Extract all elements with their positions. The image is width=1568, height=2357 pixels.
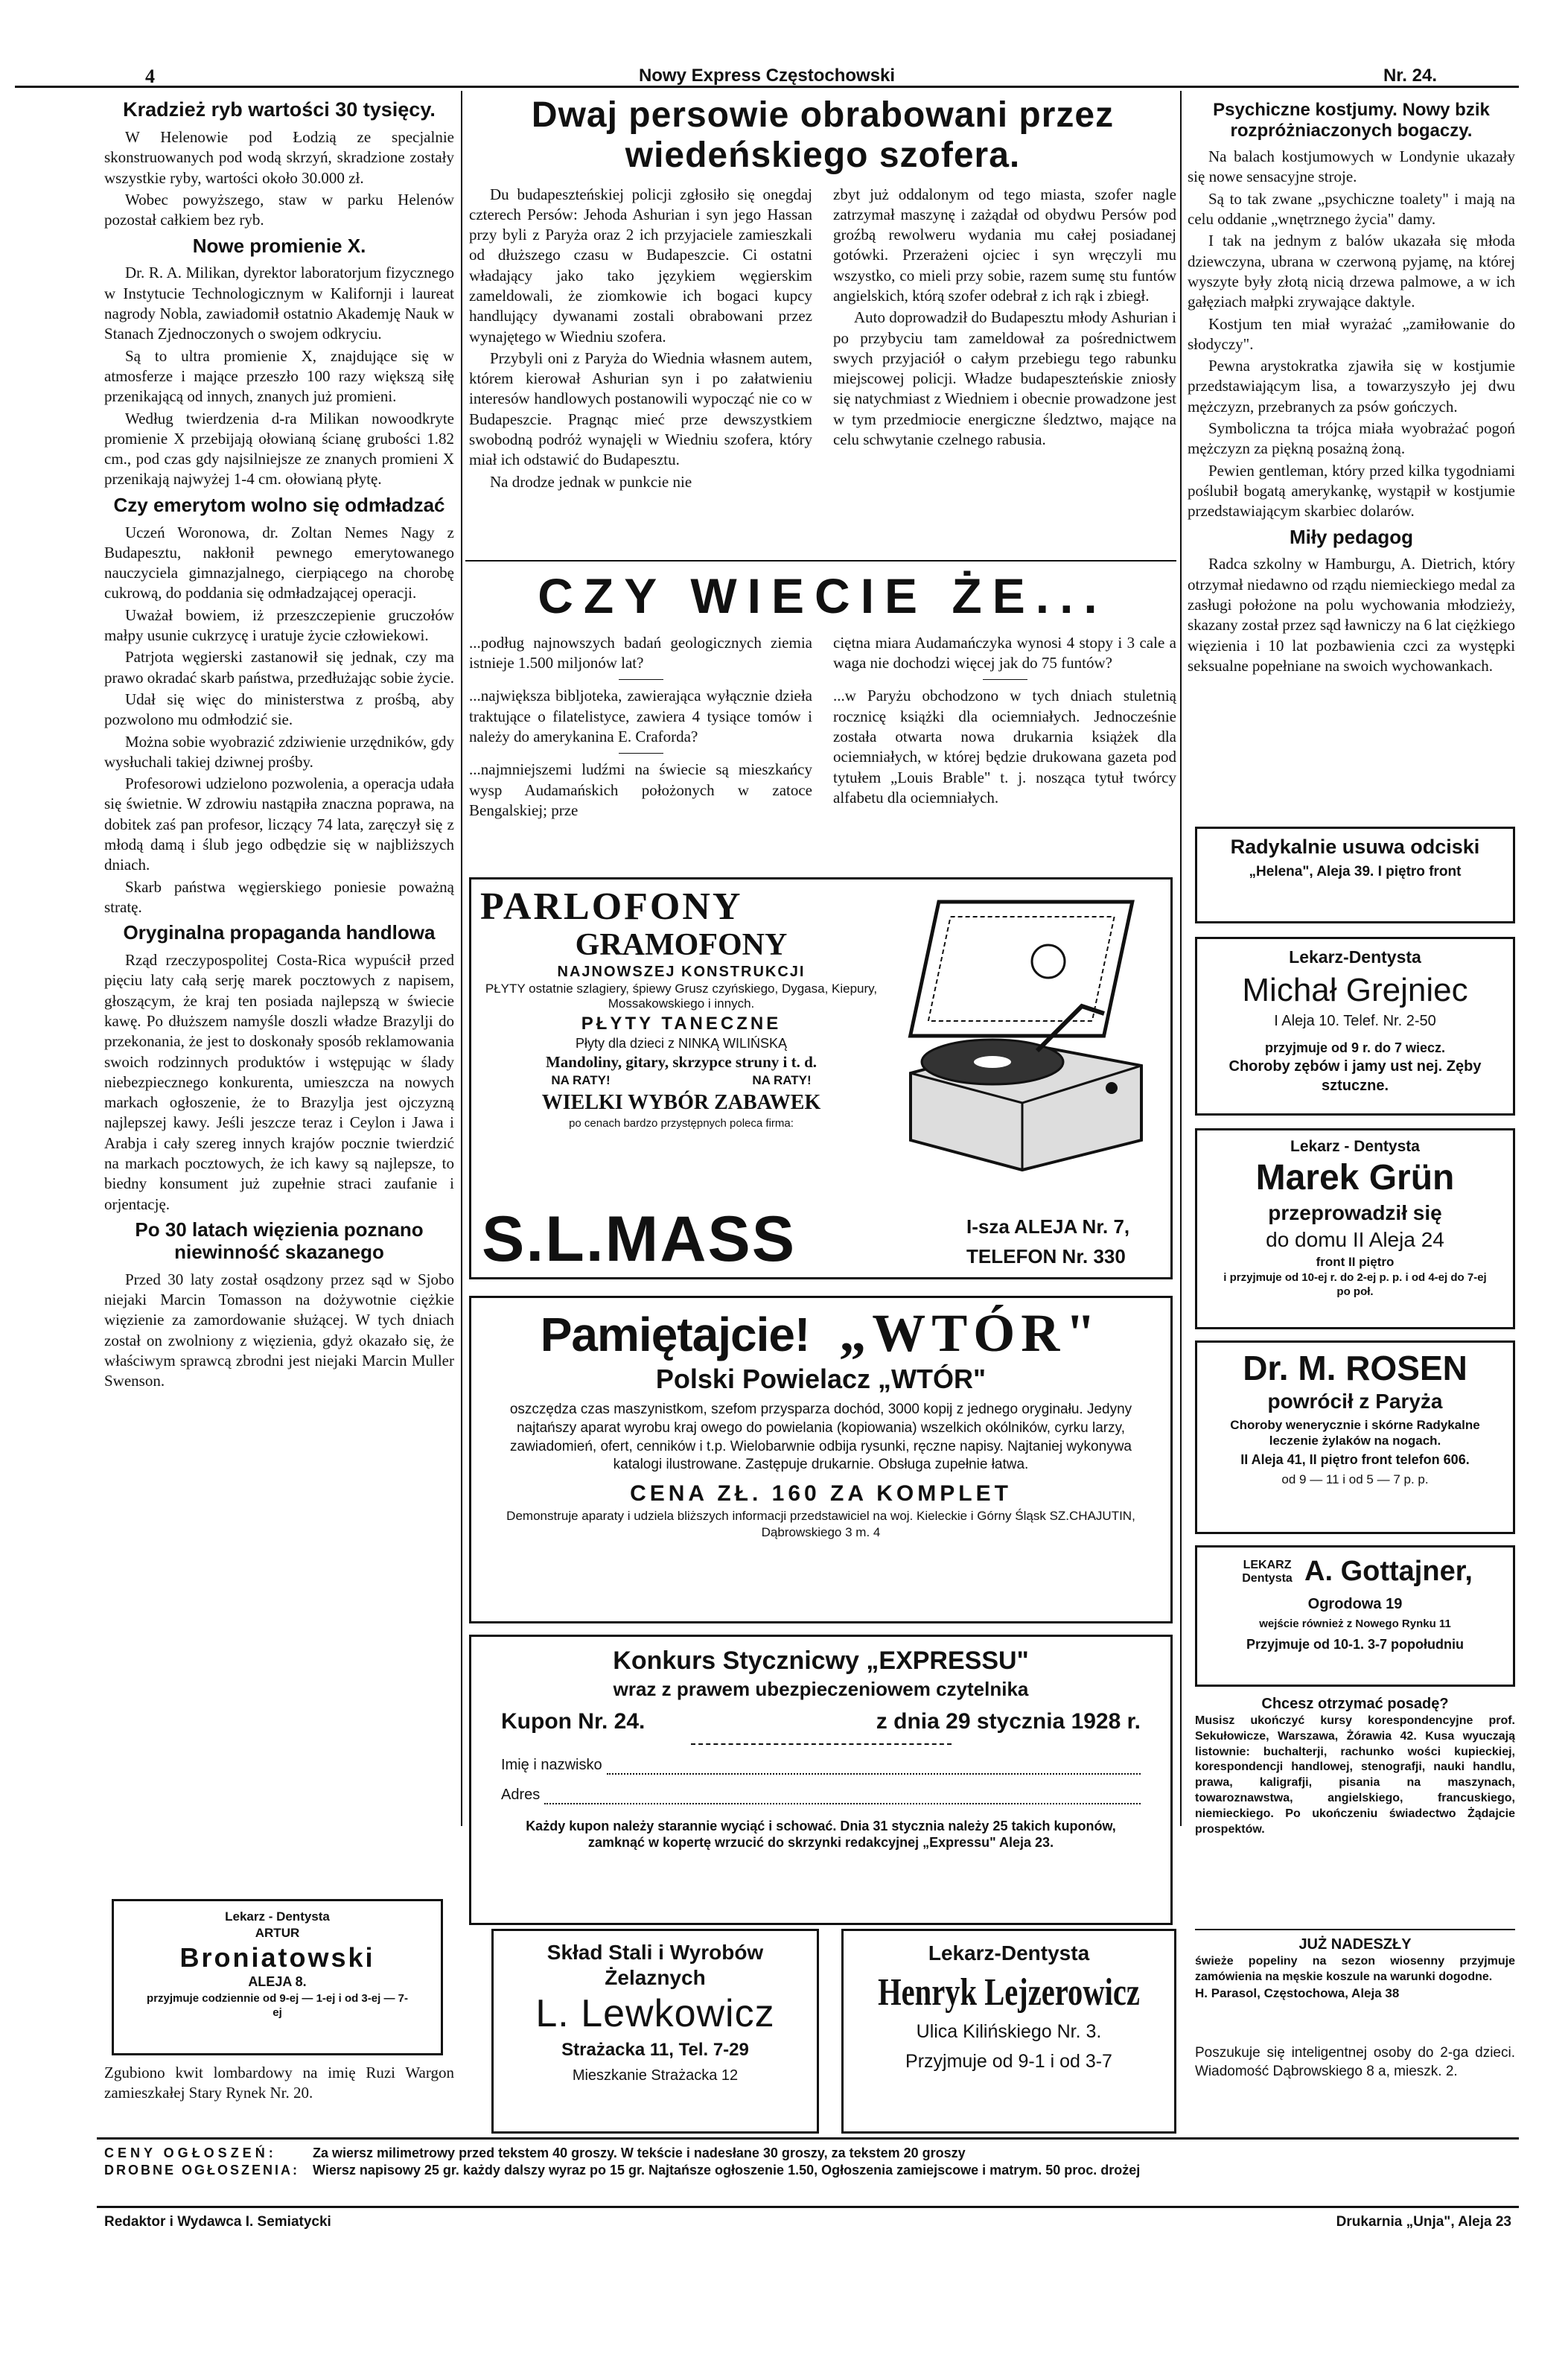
divider bbox=[465, 560, 1176, 562]
ad-line: i przyjmuje od 10-ej r. do 2-ej p. p. i od 4-ej do 7-ej po poł. bbox=[1223, 1270, 1487, 1299]
ad-company: S.L.MASS bbox=[482, 1203, 797, 1275]
prices-text: Za wiersz milimetrowy przed tekstem 40 groszy. W tekście i nadesłane 30 groszy, za tekstem 20 groszy bbox=[313, 2146, 966, 2160]
ad-name: Michał Grejniec bbox=[1242, 971, 1468, 1008]
ad-text: Poszukuje się inteligentnej osoby do 2-ga dzieci. Wiadomość Dąbrowskiego 8 a, mieszk. 2. bbox=[1195, 2045, 1515, 2079]
article-text: Można sobie wyobrazić zdziwienie urzędników, gdy wysłuchali takiej dziwnej prośby. bbox=[104, 732, 454, 771]
notice-text: Zgubiono kwit lombardowy na imię Ruzi Wargon zamieszkałej Stary Rynek Nr. 20. bbox=[104, 2064, 454, 2102]
article-text: Pewien gentleman, który przed kilka tygodniami poślubił bogatą amerykankę, wystąpił w kostjumie przedstawiającym skarbiec dolarów. bbox=[1188, 461, 1515, 521]
ad-name: Henryk Lejzerowicz bbox=[878, 1971, 1140, 2014]
article-title: Po 30 latach więzienia poznano niewinność skazanego bbox=[135, 1218, 424, 1263]
ad-broniatowski bbox=[112, 1899, 443, 2055]
ad-headline: Chcesz otrzymać posadę? bbox=[1261, 1696, 1449, 1712]
fact-text: ...największa bibljoteka, zawierająca wyłącznie dzieła traktujące o filatelistyce, zawiera 4 tysiące tomów i należy do amerykanina E. Craforda? bbox=[469, 687, 812, 745]
ad-line: I Aleja 10. Telef. Nr. 2-50 bbox=[1274, 1013, 1436, 1030]
ad-company: L. Lewkowicz bbox=[535, 1992, 775, 2036]
article-text: Symboliczna ta trójca miała wyobrażać pogoń mężczyzn za piękną posażną żoną. bbox=[1188, 419, 1515, 458]
article-text: Rząd rzeczypospolitej Costa-Rica wypuścił przed pięciu laty całą serję marek pocztowych z napisem, głoszącym, że kraj ten posiada najlepszą w świecie kawę. Po dłuższem namyśle doszli władze Brazylji do przekonania, że jest to doskonały sposób reklamowania swoich rodzinnych produktów i wstępując w ślady niebezpiecznego konkurenta, umieszcza na nowych markach ogłoszenie, że to Brazylja jest ojczyzną najlepszej kawy. Jeśli jeszcze teraz i Ceylon i Jawa i Arabja i cały szereg innych krajów pocznie twierdzić na markach pocztowych, że ich kawy są najlepsze, to biedny konsument już zupełnie straci zaufanie i orjentację. bbox=[104, 951, 454, 1213]
ad-text: Musisz ukończyć kursy korespondencyjne prof. Sekułowicze, Warszawa, Żórawia 42. Kusa wyuczają listownie: buchalterji, rachunko wości kupieckiej, korespondencji handlowej, stenografji, nauki handlu, prawa, kaligrafji, pisania na maszynach, towaroznawstwa, angielskiego, francuskiego, niemieckiego. Po ukończeniu świadectwo Żądajcie prospektów. bbox=[1195, 1714, 1515, 1836]
article-title: Kradzież ryb wartości 30 tysięcy. bbox=[123, 98, 436, 121]
ad-line: ALEJA 8. bbox=[248, 1974, 307, 1990]
printer-credit: Drukarnia „Unja", Aleja 23 bbox=[1336, 2214, 1511, 2230]
ad-text: świeże popeliny na sezon wiosenny przyjmuje zamówienia na męskie koszule na warunki dogodne. bbox=[1195, 1955, 1515, 1983]
article-title: Nowe promienie X. bbox=[192, 234, 366, 257]
fact-text: ...w Paryżu obchodzono w tych dniach stuletnią rocznicę książki dla ociemniałych. Jednocześnie została otwarta nowa drukarnia książek dla ociemniałych, w której będzie drukowana gazeta pod tytułem „Louis Brable" t. j. nosząca tytuł twórcy alfabetu dla ociemniałych. bbox=[833, 687, 1176, 807]
article-text: Profesorowi udzielono pozwolenia, a operacja udała się świetnie. W zdrowiu nastąpiła znaczna poprawa, na dobitek zaś pan profesor, liczący 74 lata, zaręczył się z młodą damą i ślub jego odbędzie się w najbliższych dniach. bbox=[104, 774, 454, 874]
ad-line: CENA ZŁ. 160 ZA KOMPLET bbox=[630, 1481, 1012, 1507]
ad-grejniec bbox=[1195, 937, 1515, 1116]
ad-line: NA RATY! bbox=[551, 1073, 611, 1088]
ad-line: Choroby wenerycznie i skórne Radykalne leczenie żylaków na nogach. bbox=[1230, 1418, 1480, 1448]
ad-line: po cenach bardzo przystępnych poleca firma: bbox=[569, 1116, 794, 1130]
coupon-date: z dnia 29 stycznia 1928 r. bbox=[876, 1708, 1141, 1734]
czy-wiecie-section bbox=[469, 564, 1176, 877]
ad-line: powrócił z Paryża bbox=[1267, 1389, 1443, 1413]
ad-line: od 9 — 11 i od 5 — 7 p. p. bbox=[1281, 1472, 1429, 1487]
article-text: Auto doprowadził do Budapesztu młody Ashurian i po przybyciu tam zameldował za pośrednictwem swych przyjaciół o całym przebiegu tego rabunku miejscowej policji. Władze budapeszteńskie zniosły się natychmiast z Wiedniem i obecnie prowadzone jest w tym przedmiocie energiczne śledztwo, mające na celu schwytanie czelnego rabusia. bbox=[833, 308, 1176, 449]
section-title: CZY WIECIE ŻE... bbox=[538, 568, 1108, 623]
article-persowie bbox=[469, 95, 1176, 557]
ad-helena bbox=[1195, 827, 1515, 923]
coupon-line: wraz z prawem ubezpieczeniowem czytelnika bbox=[613, 1678, 1029, 1701]
article-text: W Helenowie pod Łodzią ze specjalnie skonstruowanych pod wodą skrzyń, skradzione zostały wszystkie ryby, wartości około 30.000 zł. bbox=[104, 128, 454, 187]
ad-line: Strażacka 11, Tel. 7-29 bbox=[561, 2040, 749, 2061]
footer-rule bbox=[97, 2137, 1519, 2140]
ad-line: Przyjmuje od 10-1. 3-7 popołudniu bbox=[1246, 1636, 1465, 1652]
ad-lejzerowicz bbox=[841, 1929, 1176, 2134]
prices-text: Wiersz napisowy 25 gr. każdy dalszy wyraz po 15 gr. Najtańsze ogłoszenie 1.50, Ogłoszenia zamiejscowe i matrym. 50 proc. drożej bbox=[313, 2163, 1141, 2178]
ad-line: Choroby zębów i jamy ust nej. Zęby sztuczne. bbox=[1228, 1058, 1482, 1095]
ad-line: Mieszkanie Strażacka 12 bbox=[572, 2067, 739, 2084]
ad-line: wejście również z Nowego Rynku 11 bbox=[1259, 1618, 1451, 1631]
ad-line: Przyjmuje od 9-1 i od 3-7 bbox=[905, 2051, 1112, 2073]
page-header bbox=[15, 60, 1519, 88]
ad-line: front II piętro bbox=[1316, 1254, 1395, 1269]
name-label: Imię i nazwisko bbox=[501, 1756, 602, 1773]
issue-number: Nr. 24. bbox=[1383, 66, 1437, 86]
article-text: I tak na jednym z balów ukazała się młoda dziewczyna, ubrana w czerwoną pyjamę, na której wyszyte były złotą nicią drzewa palmowe, a w ich gałęziach małpki zrywające daktyle. bbox=[1188, 232, 1515, 311]
article-text: Patrjota węgierski zastanowił się jednak, czy ma prawo okradać skarb państwa, przedłużając sobie życie. bbox=[104, 648, 454, 687]
article-title: Oryginalna propaganda handlowa bbox=[123, 921, 436, 944]
ad-address: H. Parasol, Częstochowa, Aleja 38 bbox=[1195, 1985, 1400, 2000]
ad-headline: Pamiętajcie! bbox=[540, 1308, 810, 1361]
ad-line: WIELKI WYBÓR ZABAWEK bbox=[541, 1090, 821, 1114]
editor-credit: Redaktor i Wydawca I. Semiatycki bbox=[104, 2214, 331, 2230]
newspaper-title: Nowy Express Częstochowski bbox=[638, 66, 896, 86]
ad-line: Mandoliny, gitary, skrzypce struny i t. d. bbox=[545, 1053, 818, 1072]
ad-name: Broniatowski bbox=[179, 1942, 375, 1973]
ad-line: przyjmuje codziennie od 9-ej — 1-ej i od 3-ej — 7-ej bbox=[147, 1991, 408, 2020]
article-title: Psychiczne kostjumy. Nowy bzik rozpróżniaczonych bogaczy. bbox=[1213, 100, 1490, 141]
article-text: Wobec powyższego, staw w parku Helenów pozostał całkiem bez ryb. bbox=[104, 190, 454, 229]
article-text: Udał się więc do ministerstwa z prośbą, aby pozwolono mu odmłodzić sie. bbox=[104, 690, 454, 729]
article-text: zbyt już oddalonym od tego miasta, szofer nagle zatrzymał maszynę i zażądał od obydwu Persów pod groźbą rewolweru wydania mu całej posiadanej gotówki. Przerażeni ojciec i syn wręczyli mu wszystko, co mieli przy sobie, razem sumę stu funtów angielskich, którą szofer odebrał z ich rąk i zbiegł. bbox=[833, 185, 1176, 305]
ad-line: Ulica Kilińskiego Nr. 3. bbox=[916, 2020, 1102, 2042]
ad-line: do domu II Aleja 24 bbox=[1266, 1228, 1444, 1252]
ad-line: II Aleja 41, II piętro front telefon 606. bbox=[1240, 1452, 1470, 1468]
coupon-title: Konkurs Stycznicwy „EXPRESSU" bbox=[613, 1647, 1029, 1675]
ad-line: Polski Powielacz „WTÓR" bbox=[655, 1363, 987, 1394]
article-text: Radca szkolny w Hamburgu, A. Dietrich, który otrzymał niedawno od rządu niemieckiego medal za zasługi położone na polu wychowania młodzieży, skazany został przez sąd ławniczy na 6 lat ciężkiego więzienia i 10 lat pozbawienia czci za występki seksualne popełniane na swoich wychowankach. bbox=[1188, 555, 1515, 675]
ad-name: Marek Grün bbox=[1255, 1158, 1455, 1198]
footer-prices bbox=[104, 2145, 1519, 2197]
ad-rosen bbox=[1195, 1340, 1515, 1534]
ad-poszukuje bbox=[1195, 2044, 1515, 2126]
ad-parasol bbox=[1195, 1935, 1515, 2039]
ad-name: Dr. M. ROSEN bbox=[1243, 1349, 1467, 1387]
article-title: Czy emerytom wolno się odmładzać bbox=[113, 493, 445, 516]
footer-rule bbox=[97, 2206, 1519, 2208]
article-text: Skarb państwa węgierskiego poniesie poważną stratę. bbox=[104, 877, 454, 916]
ad-line: I-sza ALEJA Nr. 7, bbox=[966, 1215, 1130, 1238]
gramophone-icon bbox=[888, 894, 1164, 1177]
ad-headline: PARLOFONY bbox=[480, 885, 743, 928]
prices-label: DROBNE OGŁOSZENIA: bbox=[104, 2163, 300, 2178]
konkurs-coupon bbox=[469, 1635, 1173, 1925]
ad-line: Radykalnie usuwa odciski bbox=[1230, 836, 1480, 858]
ad-wtor bbox=[469, 1296, 1173, 1623]
ad-line: Lekarz-Dentysta bbox=[928, 1941, 1090, 1965]
article-text: Na drodze jednak w punkcie nie bbox=[490, 472, 692, 491]
name-field[interactable] bbox=[607, 1773, 1141, 1775]
page-number: 4 bbox=[145, 66, 155, 87]
ad-headline: JUŻ NADESZŁY bbox=[1298, 1936, 1412, 1953]
ad-lewkowicz bbox=[491, 1929, 819, 2134]
column-right bbox=[1188, 95, 1515, 825]
article-text: Według twierdzenia d-ra Milikan nowoodkryte promienie X przebijają ołowianą ścianę grubości 1.82 cm., pod czas gdy najsilniejsze ze znanych promieni X przenikają najwyżej 1-4 cm. ołowianą płytę. bbox=[104, 409, 454, 489]
ad-line: NAJNOWSZEJ KONSTRUKCJI bbox=[557, 963, 806, 980]
fact-text: ...najmniejszemi ludźmi na świecie są mieszkańcy wysp Audamańskich położonych w zatoce Bengalskiej; prze bbox=[469, 760, 812, 819]
column-divider bbox=[461, 91, 462, 1826]
ad-name: A. Gottajner, bbox=[1304, 1556, 1473, 1587]
ad-line: przeprowadził się bbox=[1268, 1200, 1442, 1224]
ad-line: NA RATY! bbox=[752, 1073, 812, 1088]
column-divider bbox=[1180, 91, 1182, 1826]
fact-text: ciętna miara Audamańczyka wynosi 4 stopy i 3 cale a waga nie dochodzi więcej jak do 75 funtów? bbox=[833, 633, 1176, 672]
ad-line: TELEFON Nr. 330 bbox=[966, 1245, 1126, 1267]
ad-line: Ogrodowa 19 bbox=[1307, 1596, 1403, 1613]
footer-credits bbox=[104, 2213, 1519, 2243]
article-text: Są to ultra promienie X, znajdujące się w atmosferze i mające przeszło 100 razy większą siłę przenikającą od innych, znanych już promieni. bbox=[104, 346, 454, 406]
ad-grun bbox=[1195, 1128, 1515, 1329]
article-text: Przed 30 laty został osądzony przez sąd w Sjobo niejaki Marcin Tomasson na dożywotnie ciężkie więzienie za zamordowanie służącej. W tych dniach został on zwolniony z więzienia, gdyż okazało się, że właściwym sprawcą zbrodni jest niejaki Marcin Muller Swenson. bbox=[104, 1270, 454, 1390]
ad-kursy bbox=[1195, 1694, 1515, 1925]
article-text: Pewna arystokratka zjawiła się w kostjumie przedstawiającym lisa, a towarzyszyło jej dwu mężczyzn, przebranych za psów gończych. bbox=[1188, 357, 1515, 416]
fact-text: ...podług najnowszych badań geologicznych ziemia istnieje 1.500 miljonów lat? bbox=[469, 633, 812, 672]
ad-line: „Helena", Aleja 39. I piętro front bbox=[1249, 863, 1462, 879]
address-label: Adres bbox=[501, 1786, 541, 1803]
ad-line: Skład Stali i Wyrobów Żelaznych bbox=[546, 1941, 764, 1989]
article-text: Du budapeszteńskiej policji zgłosiło się onegdaj czterech Persów: Jehoda Ashurian i syn jego Hassan przy byli z Paryża oraz 2 ich przyjaciele zamieszkali od dłuższego czasu w Budapeszcie. Ci ostatni władający jako tako językiem węgierskim zameldowali, że ziomkowie ich bogaci kupcy handlujący dywanami zostali obrabowani przez wynajętego w Wiedniu szofera. bbox=[469, 185, 812, 346]
article-text: Przybyli oni z Paryża do Wiednia własnem autem, którem kierował Ashurian syn i po załatwieniu interesów handlowych postanowili wypocząć nie co w Budapeszcie. Pragnąc mieć prze dewszystkiem swobodną podróż wynajęli w Wiedniu szofera, który miał ich odstawić do Budapesztu. bbox=[469, 349, 812, 469]
article-text: Kostjum ten miał wyrażać „zamiłowanie do słodyczy". bbox=[1188, 314, 1515, 353]
article-text: Uważał bowiem, iż przeszczepienie gruczołów małpy usunie cukrzycę i uratuje życie człowiekowi. bbox=[104, 605, 454, 645]
article-text: Uczeń Woronowa, dr. Zoltan Nemes Nagy z Budapesztu, nakłonił pewnego emerytowanego nauczyciela gimnazjalnego, cierpiącego na chorobę cukrową, do poddania się odmładzającej operacji. bbox=[104, 523, 454, 602]
ad-line: Lekarz - Dentysta bbox=[1290, 1138, 1420, 1155]
article-text: Są to tak zwane „psychiczne toalety" i mają na celu oddanie „wnętrznego życia" damy. bbox=[1188, 189, 1515, 229]
ad-headline: GRAMOFONY bbox=[575, 927, 788, 962]
ad-gottajner bbox=[1195, 1545, 1515, 1687]
ad-line: Demonstruje aparaty i udziela bliższych informacji przedstawiciel na woj. Kieleckie i Górny Śląsk SZ.CHAJUTIN, Dąbrowskiego 3 m. 4 bbox=[506, 1509, 1135, 1540]
article-title: Miły pedagog bbox=[1289, 525, 1414, 548]
prices-label: CENY OGŁOSZEŃ: bbox=[104, 2146, 277, 2160]
ad-line: LEKARZ Dentysta bbox=[1242, 1559, 1293, 1585]
column-left bbox=[104, 94, 454, 1933]
ad-line: Lekarz-Dentysta bbox=[1289, 947, 1421, 967]
coupon-number: Kupon Nr. 24. bbox=[501, 1708, 646, 1734]
ad-line: oszczędza czas maszynistkom, szefom przysparza dochód, 3000 kopij z jednego oryginału. Jedyny najtańszy aparat wyrobu kraj owego do powielania (kopiowania) wszelkich okólników, cyrku larzy, zawiadomień, ofert, cenników i t.p. Wielobarwnie odbija rysunki, ręczne napisy. Najtaniej wykonywa katalogi ilustrowane. Zastępuje drukarnie. Obsługa zupełnie łatwa. bbox=[509, 1402, 1132, 1473]
article-text: Dr. R. A. Milikan, dyrektor laboratorjum fizycznego w Instytucie Technologicznym w Kalifornji i laureat nagrody Nobla, zawiadomił ostatnio Akademję Nauk w Stanach Zjednoczonych o swojem odkryciu. bbox=[104, 264, 454, 343]
ad-headline: „WTÓR" bbox=[839, 1303, 1102, 1363]
ad-parlofony bbox=[469, 877, 1173, 1279]
article-title: Dwaj persowie obrabowani przez wiedeńskiego szofera. bbox=[531, 95, 1115, 175]
ad-line: PŁYTY ostatnie szlagiery, śpiewy Grusz czyńskiego, Dygasa, Kiepury, Mossakowskiego i innych. bbox=[485, 981, 878, 1011]
address-field[interactable] bbox=[544, 1803, 1141, 1804]
ad-line: PŁYTY TANECZNE bbox=[581, 1013, 782, 1034]
coupon-rules: Każdy kupon należy starannie wyciąć i schować. Dnia 31 stycznia należy 25 takich kuponów, zamknąć w kopertę wrzucić do skrzynki redakcyjnej „Expressu" Aleja 23. bbox=[526, 1818, 1116, 1851]
ad-line: Lekarz - Dentysta bbox=[225, 1909, 330, 1924]
lost-notice bbox=[104, 2063, 454, 2130]
ad-line: Płyty dla dzieci z NINKĄ WILIŃSKĄ bbox=[575, 1035, 788, 1051]
ad-line: ARTUR bbox=[255, 1926, 300, 1941]
divider bbox=[1195, 1929, 1515, 1930]
ad-line: przyjmuje od 9 r. do 7 wiecz. bbox=[1264, 1040, 1446, 1056]
article-text: Na balach kostjumowych w Londynie ukazały się nowe sensacyjne stroje. bbox=[1188, 147, 1515, 186]
